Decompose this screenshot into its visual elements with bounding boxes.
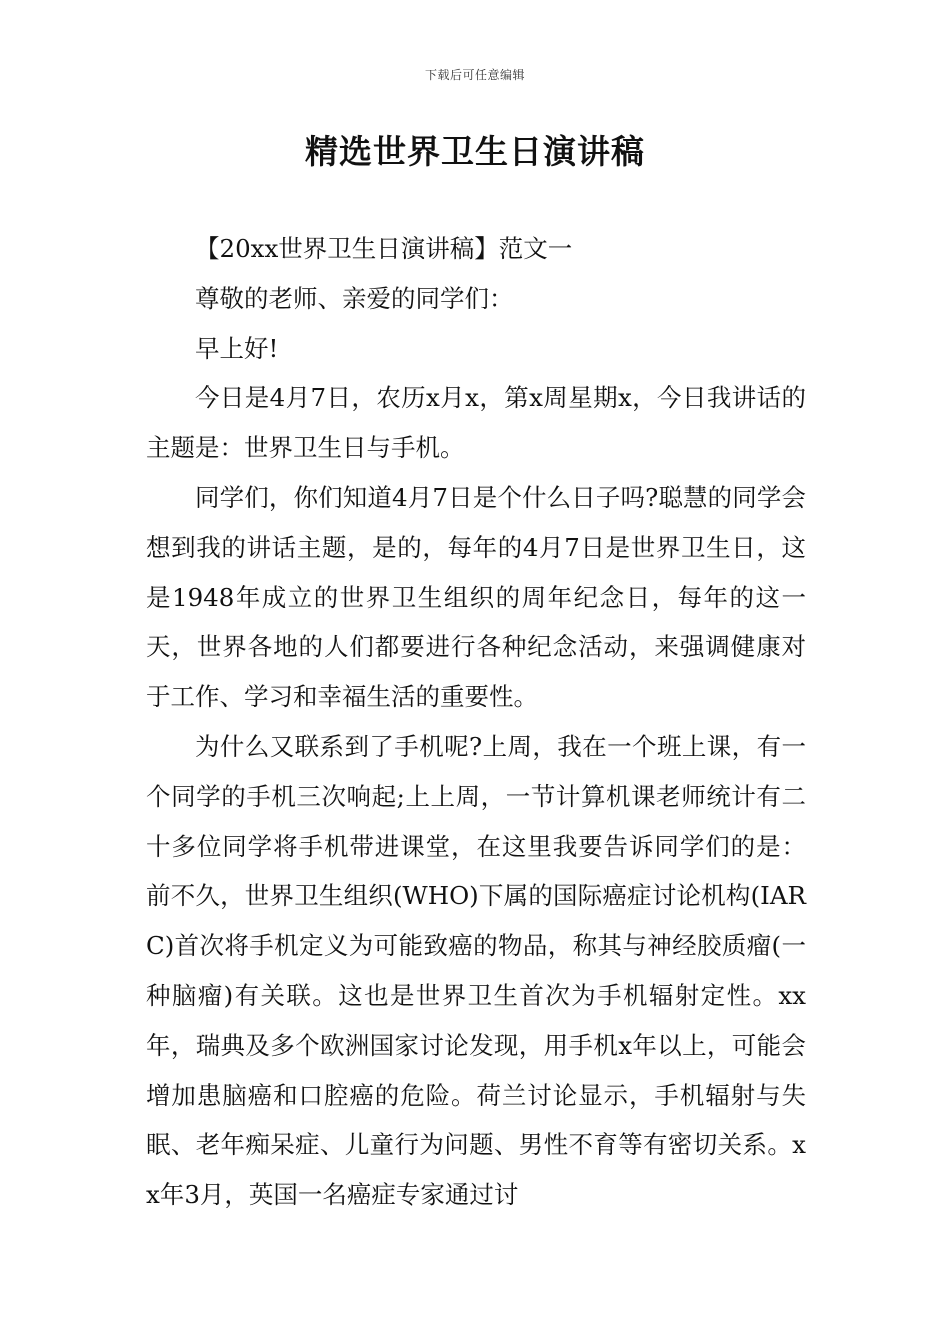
paragraph-heading: 【20xx世界卫生日演讲稿】范文一 bbox=[195, 234, 573, 263]
paragraph-world-health-day: 同学们，你们知道4月7日是个什么日子吗?聪慧的同学会想到我的讲话主题，是的，每年的4月7日是世界卫生日，这是1948年成立的世界卫生组织的周年纪念日，每年的这一天，世界各地的人们都要进行各种纪念活动，来强调健康对于工作、学习和幸福生活的重要性。 bbox=[146, 482, 806, 712]
paragraph-mobile-phones: 为什么又联系到了手机呢?上周，我在一个班上课，有一个同学的手机三次响起;上上周，一节计算机课老师统计有二十多位同学将手机带进课堂，在这里我要告诉同学们的是：前不久，世界卫生组织(WHO)下属的国际癌症讨论机构(IARC)首次将手机定义为可能致癌的物品，称其与神经胶质瘤(一种脑瘤)有关联。这也是世界卫生首次为手机辐射定性。xx年，瑞典及多个欧洲国家讨论发现，用手机x年以上，可能会增加患脑癌和口腔癌的危险。荷兰讨论显示，手机辐射与失眠、老年痴呆症、儿童行为问题、男性不育等有密切关系。xx年3月，英国一名癌症专家通过讨 bbox=[146, 731, 806, 1210]
document-title: 精选世界卫生日演讲稿 bbox=[305, 132, 645, 171]
paragraph-topic: 今日是4月7日，农历x月x，第x周星期x，今日我讲话的主题是：世界卫生日与手机。 bbox=[146, 383, 806, 463]
header-note: 下载后可任意编辑 bbox=[424, 68, 525, 82]
paragraph-greeting: 早上好! bbox=[195, 333, 279, 363]
paragraph-salutation: 尊敬的老师、亲爱的同学们： bbox=[195, 283, 514, 313]
document-body bbox=[146, 224, 806, 1220]
